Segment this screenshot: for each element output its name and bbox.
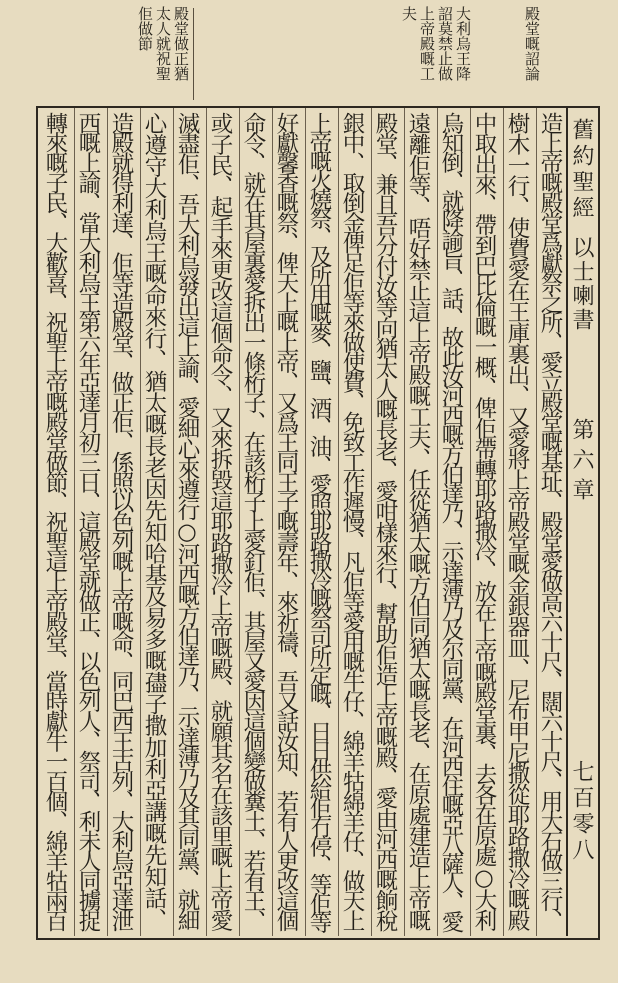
margin-note: 詔莫禁止做 (436, 6, 454, 81)
text-column: 西嘅上諭、當大利烏王第六年亞達月初三日、這殿堂就做正、以色列人、祭司、利未人同擄捉 (75, 112, 101, 930)
text-column: 上帝嘅火燒祭、及所用嘅麥、鹽、酒、油、愛照耶路撒冷嘅祭司所定嘅、日日供給佢冇停、等佢等 (306, 112, 332, 931)
text-column: 心遵守大利烏王嘅命來行、猶太嘅長老因先知哈基及易多嘅孻子撒加利亞講嘅先知話、 (141, 112, 167, 930)
margin-note: 太人就祝聖 (154, 6, 172, 81)
margin-note: 殿堂做正猶 (172, 6, 190, 81)
text-column: 造上帝嘅殿堂爲獻祭之所、愛立殿堂嘅基址、殿堂愛做高六十尺、闊六十尺、用大石做三行、 (537, 112, 563, 930)
margin-note: 夫 (400, 6, 418, 21)
text-column: 或子民、起手來更改這個命令、又來拆毀這耶路撒冷上帝嘅殿、就願其名在該里嘅上帝愛 (207, 112, 233, 931)
text-column: 銀中、取倒金俾足佢等來做使費、免致工作遲慢、凡佢等愛用嘅牛仔、綿羊牯綿羊仔、做天上 (339, 112, 365, 930)
margin-note: 大利烏王降 (454, 6, 472, 81)
text-column: 滅盡佢、吾大利烏發出這上諭、愛細心來遵行○河西嘅方伯達乃、示達薄乃及其同黨、就細 (174, 112, 200, 930)
margin-note: 上帝殿嘅工 (418, 6, 436, 81)
text-column: 烏知倒、就降諭旨、話、故此汝河西嘅方伯達乃、示達薄乃及尔同黨、在河西住嘅亞八薩人、愛 (438, 112, 464, 931)
page-number: 七百零八 (569, 760, 594, 864)
text-column: 殿堂、兼且吾分付汝等向猶太人嘅長老、愛咁樣來行、幫助佢造上帝嘅殿、愛由河西嘅餉稅 (372, 112, 398, 931)
book-name: 以士喇書 (569, 236, 594, 332)
text-column: 造殿就得利達、佢等造殿堂、做正佢、係照以色列嘅上帝嘅命、同巴西王古列、大利烏亞達泄 (108, 112, 134, 930)
page-title: 舊約聖經 (569, 118, 594, 222)
text-column: 樹木一行、使費愛在王庫裏出、又愛將上帝殿堂嘅金銀器皿、尼布甲尼撒從耶路撒冷嘅殿 (504, 112, 530, 931)
text-column: 遠離佢等、唔好禁止這上帝殿嘅工夫、任從猶太嘅方伯同猶太嘅長老、在原處建造上帝嘅 (405, 112, 431, 931)
margin-note: 佢做節 (136, 6, 154, 51)
text-column: 命令、就在其屋裏愛拆出一條桁子、在該桁子上愛釘佢、其屋又愛因這個變做糞土、若有王、 (240, 112, 266, 930)
margin-note: 殿堂嘅詔論 (523, 6, 541, 81)
text-column: 好獻馨香嘅祭、俾天上嘅上帝、又爲王同王子嘅壽年、來祈禱、吾又話汝知、若有人更改這個 (273, 112, 299, 930)
note-divider (193, 8, 194, 100)
title-divider (566, 108, 568, 936)
text-column: 中取出來、帶到巴比倫嘅一概、俾佢帶轉耶路撒冷、放在上帝嘅殿堂裏、去各在原處○大利 (471, 112, 497, 930)
chapter-label: 第六章 (569, 418, 594, 508)
text-column: 轉來嘅子民、大歡喜、祝聖上帝嘅殿堂做節、祝聖這上帝殿堂、當時獻牛一百個、綿羊牯兩百 (42, 112, 68, 930)
